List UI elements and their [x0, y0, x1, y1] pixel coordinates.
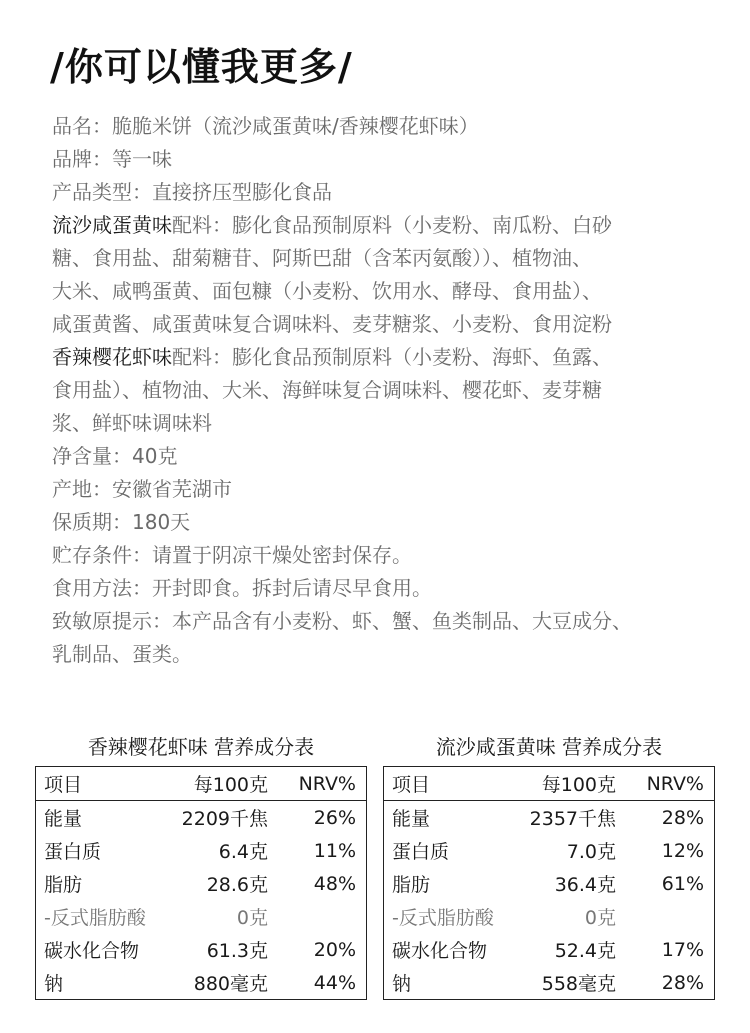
type-line	[52, 176, 712, 209]
storage: 请置于阴凉干燥处密封保存。	[152, 543, 412, 567]
shelf-life-line	[52, 506, 712, 539]
table-row	[36, 900, 366, 933]
allergen-line-1: 乳制品、蛋类。	[52, 642, 192, 666]
cell-nrv: 12%	[661, 839, 704, 862]
header-per100g: 每100克	[193, 774, 268, 796]
origin: 安徽省芜湖市	[112, 477, 232, 501]
header-per100g: 每100克	[541, 774, 616, 796]
origin-label: 产地：	[52, 477, 112, 501]
cell-amount: 0克	[584, 907, 616, 929]
cell-item: 碳水化合物	[392, 940, 488, 962]
table-caption: 香辣樱花虾味 营养成分表	[87, 735, 315, 759]
cell-nrv: 11%	[313, 839, 356, 862]
shelf-life-label: 保质期：	[52, 510, 132, 534]
storage-label: 贮存条件：	[52, 543, 152, 567]
net-content-label: 净含量：	[52, 444, 132, 468]
table-header	[36, 767, 366, 801]
ingredients-1-line-3: 咸蛋黄酱、咸蛋黄味复合调味料、麦芽糖浆、小麦粉、食用淀粉	[52, 312, 612, 336]
cell-nrv: 28%	[661, 971, 704, 994]
brand: 等一味	[112, 147, 172, 171]
net-content: 40克	[132, 444, 178, 468]
cell-nrv: 20%	[313, 938, 356, 961]
brand-line	[52, 143, 712, 176]
table-row	[384, 867, 714, 900]
cell-nrv: 26%	[313, 806, 356, 829]
origin-line	[52, 473, 712, 506]
cell-amount: 6.4克	[218, 841, 268, 863]
product-name-label: 品名：	[52, 114, 112, 138]
nutrition-table	[35, 766, 367, 1000]
cell-item: 脂肪	[44, 874, 83, 896]
cell-amount: 558毫克	[541, 973, 616, 995]
cell-item: 钠	[392, 973, 412, 995]
table-row	[36, 801, 366, 834]
net-content-line	[52, 440, 712, 473]
allergen-label: 致敏原提示：	[52, 609, 172, 633]
table-caption: 流沙咸蛋黄味 营养成分表	[435, 735, 663, 759]
cell-amount: 61.3克	[206, 940, 268, 962]
cell-amount: 2357千焦	[529, 808, 616, 830]
cell-item: 能量	[392, 808, 431, 830]
cell-amount: 7.0克	[566, 841, 616, 863]
usage: 开封即食。拆封后请尽早食用。	[152, 576, 432, 600]
type-label: 产品类型：	[52, 180, 152, 204]
table-row	[384, 900, 714, 933]
cell-nrv: 28%	[661, 806, 704, 829]
cell-item: 碳水化合物	[44, 940, 140, 962]
ingredients-1-label: 配料：	[172, 213, 232, 237]
header-item: 项目	[44, 774, 83, 796]
cell-amount: 28.6克	[206, 874, 268, 896]
table-row	[36, 834, 366, 867]
cell-nrv: 17%	[661, 938, 704, 961]
ingredients-2-line-1: 食用盐）、植物油、大米、海鲜味复合调味料、樱花虾、麦芽糖	[52, 378, 602, 402]
cell-item: 蛋白质	[44, 841, 102, 863]
nutrition-table-shrimp	[35, 732, 367, 1000]
header-nrv: NRV%	[298, 772, 356, 795]
table-header	[384, 767, 714, 801]
product-name-line	[52, 110, 712, 143]
ingredients-1-line-1: 糖、食用盐、甜菊糖苷、阿斯巴甜（含苯丙氨酸））、植物油、	[52, 246, 592, 270]
product-info	[52, 110, 712, 671]
ingredients-1-line-2: 大米、咸鸭蛋黄、面包糠（小麦粉、饮用水、酵母、食用盐）、	[52, 279, 602, 303]
storage-line	[52, 539, 712, 572]
shelf-life: 180天	[132, 510, 191, 534]
cell-amount: 2209千焦	[181, 808, 268, 830]
cell-amount: 52.4克	[554, 940, 616, 962]
cell-nrv: 44%	[313, 971, 356, 994]
cell-nrv: 61%	[661, 872, 704, 895]
allergen-line-0	[52, 605, 712, 638]
cell-item: -反式脂肪酸	[44, 907, 146, 929]
ingredients-2-line-0	[52, 341, 712, 374]
ingredients-1-line-0	[52, 209, 712, 242]
nutrition-table-egg-yolk	[383, 732, 715, 1000]
table-row	[384, 966, 714, 999]
header-nrv: NRV%	[646, 772, 704, 795]
ingredients-1-text-0: 膨化食品预制原料（小麦粉、南瓜粉、白砂	[232, 213, 612, 237]
ingredients-2-text-0: 膨化食品预制原料（小麦粉、海虾、鱼露、	[232, 345, 612, 369]
cell-amount: 0克	[236, 907, 268, 929]
usage-line	[52, 572, 712, 605]
cell-item: 蛋白质	[392, 841, 450, 863]
cell-amount: 880毫克	[193, 973, 268, 995]
table-row	[36, 867, 366, 900]
ingredients-2-label: 配料：	[172, 345, 232, 369]
usage-label: 食用方法：	[52, 576, 152, 600]
brand-label: 品牌：	[52, 147, 112, 171]
cell-item: 钠	[44, 973, 64, 995]
table-row	[384, 834, 714, 867]
ingredients-1-flavor: 流沙咸蛋黄味	[52, 213, 172, 237]
ingredients-2-line-2: 浆、鲜虾味调味料	[52, 411, 212, 435]
ingredients-2-flavor: 香辣樱花虾味	[52, 345, 172, 369]
cell-item: 脂肪	[392, 874, 431, 896]
page-title: /你可以懂我更多/	[50, 45, 353, 89]
header-item: 项目	[392, 774, 431, 796]
type: 直接挤压型膨化食品	[152, 180, 332, 204]
cell-nrv: 48%	[313, 872, 356, 895]
table-row	[36, 966, 366, 999]
cell-amount: 36.4克	[554, 874, 616, 896]
product-name: 脆脆米饼（流沙咸蛋黄味/香辣樱花虾味）	[112, 114, 479, 138]
table-row	[36, 933, 366, 966]
allergen-text-0: 本产品含有小麦粉、虾、蟹、鱼类制品、大豆成分、	[172, 609, 632, 633]
nutrition-table	[383, 766, 715, 1000]
table-row	[384, 933, 714, 966]
cell-item: -反式脂肪酸	[392, 907, 494, 929]
cell-item: 能量	[44, 808, 83, 830]
table-row	[384, 801, 714, 834]
